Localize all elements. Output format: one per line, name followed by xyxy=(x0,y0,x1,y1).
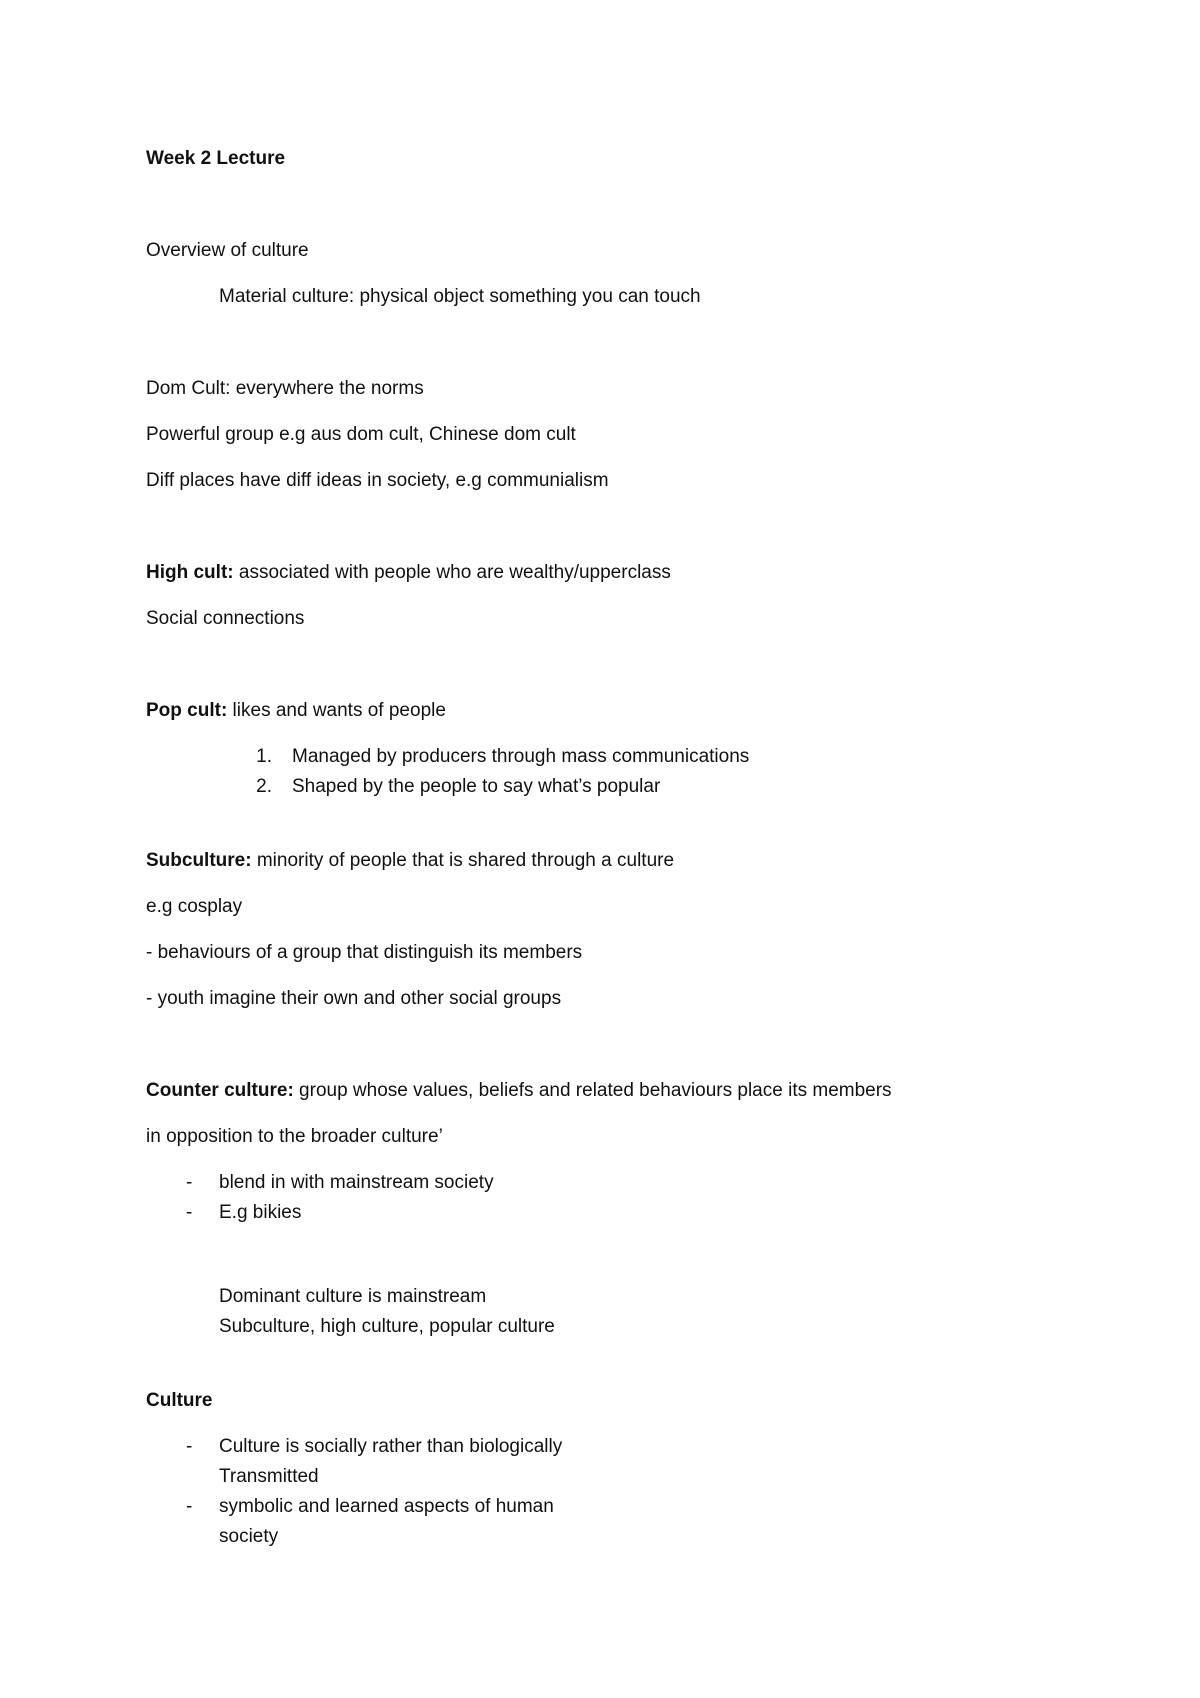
list-item-number: 2. xyxy=(256,776,272,797)
list-item: Culture is socially rather than biologically xyxy=(219,1436,563,1457)
bullet-dash: - xyxy=(186,1172,193,1193)
high-cult-label: High cult: xyxy=(146,562,234,583)
list-item-number: 1. xyxy=(256,746,272,767)
social-connections-line: Social connections xyxy=(146,608,305,629)
culture-heading: Culture xyxy=(146,1390,213,1411)
bullet-dash: - xyxy=(186,1496,193,1517)
counter-culture-text: group whose values, beliefs and related behaviours place its members xyxy=(293,1080,892,1101)
list-item: Shaped by the people to say what’s popular xyxy=(292,776,661,797)
pop-cult-line xyxy=(146,699,446,723)
behaviours-line: - behaviours of a group that distinguish its members xyxy=(146,942,583,963)
pop-cult-label: Pop cult: xyxy=(146,700,228,721)
pop-cult-text: likes and wants of people xyxy=(227,700,446,721)
overview-heading: Overview of culture xyxy=(146,240,309,261)
powerful-group-line: Powerful group e.g aus dom cult, Chinese dom cult xyxy=(146,424,576,445)
dom-cult-line: Dom Cult: everywhere the norms xyxy=(146,378,424,399)
high-cult-line xyxy=(146,561,671,585)
subculture-label: Subculture: xyxy=(146,850,252,871)
diff-places-line: Diff places have diff ideas in society, e.g communialism xyxy=(146,470,609,491)
counter-culture-line xyxy=(146,1079,892,1103)
list-item: Managed by producers through mass communications xyxy=(292,746,750,767)
subculture-text: minority of people that is shared through a culture xyxy=(251,850,675,871)
counter-culture-label: Counter culture: xyxy=(146,1080,294,1101)
list-item: blend in with mainstream society xyxy=(219,1172,494,1193)
summary-line: Dominant culture is mainstream xyxy=(219,1286,487,1307)
cosplay-line: e.g cosplay xyxy=(146,896,243,917)
list-item-continuation: society xyxy=(219,1526,279,1547)
list-item-continuation: Transmitted xyxy=(219,1466,319,1487)
material-culture-line: Material culture: physical object something you can touch xyxy=(219,286,701,307)
summary-line: Subculture, high culture, popular culture xyxy=(219,1316,555,1337)
list-item: E.g bikies xyxy=(219,1202,302,1223)
youth-line: - youth imagine their own and other social groups xyxy=(146,988,562,1009)
list-item: symbolic and learned aspects of human xyxy=(219,1496,554,1517)
document-title: Week 2 Lecture xyxy=(146,148,286,169)
high-cult-text: associated with people who are wealthy/upperclass xyxy=(233,562,671,583)
bullet-dash: - xyxy=(186,1436,193,1457)
subculture-line xyxy=(146,849,674,873)
opposition-line: in opposition to the broader culture’ xyxy=(146,1126,443,1147)
bullet-dash: - xyxy=(186,1202,193,1223)
